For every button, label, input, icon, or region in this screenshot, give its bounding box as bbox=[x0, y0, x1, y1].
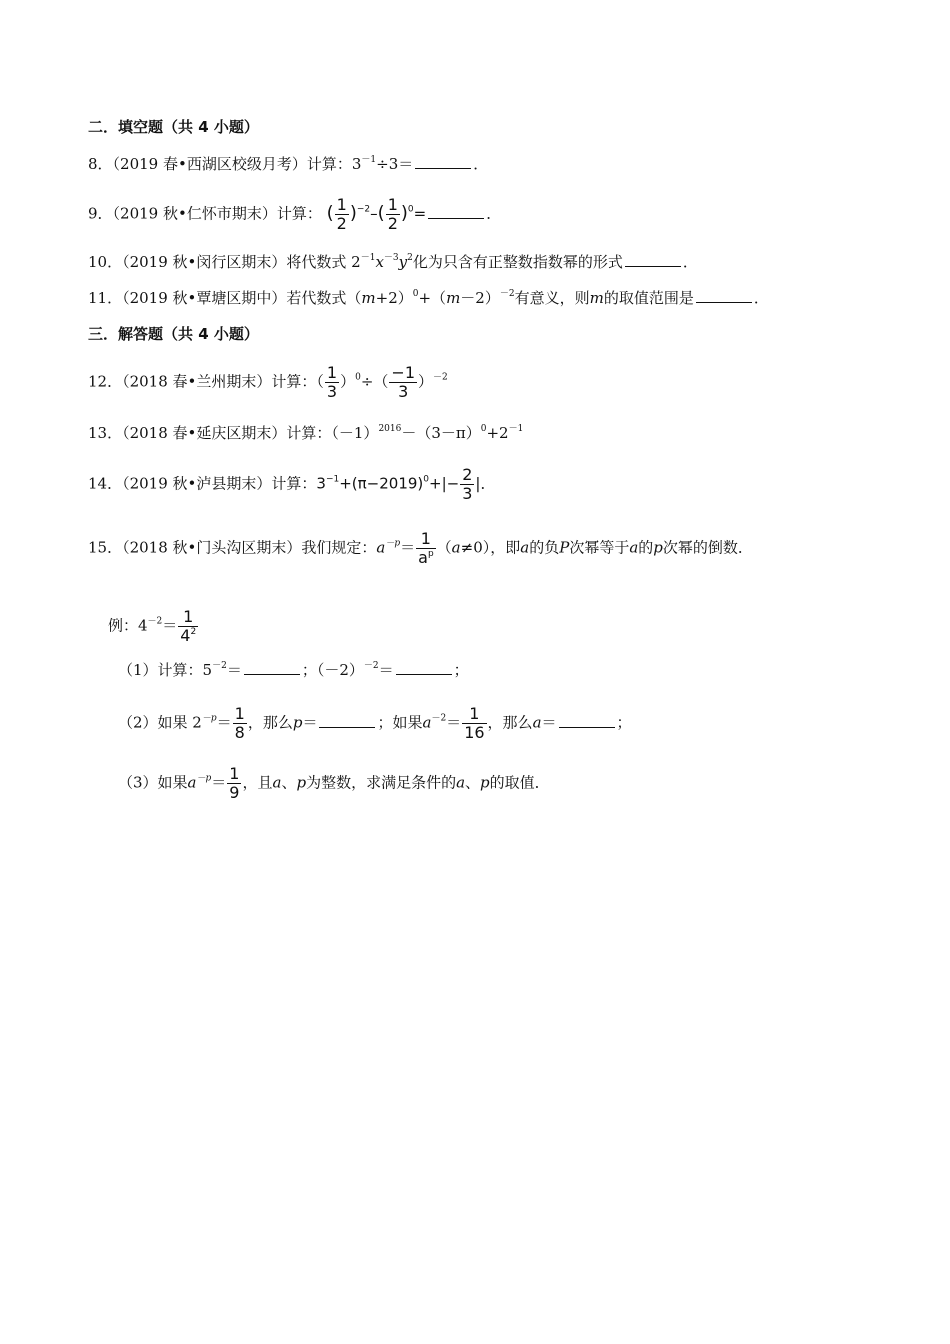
question-10: 10．（2019 秋•闵行区期末）将代数式 $2^{-1}x^{-3}y^2$化为只含有正整数指数幂的形式 ． bbox=[88, 253, 698, 271]
fraction: $\frac{1}{9}$ bbox=[229, 764, 240, 802]
fraction: $\frac{1}{4^2}$ bbox=[180, 607, 197, 645]
subquestion-3: （3）如果$a^{-p}=$ $\frac{1}{9}$ ，且a、p为整数，求满足条件的a、p的取值． bbox=[118, 764, 550, 802]
subquestion-1: （1）计算：$5^{-2}=$ ；$(-2)^{-2}=$ ； bbox=[118, 661, 469, 679]
fraction: $\frac{1}{16}$ bbox=[464, 704, 485, 742]
question-13: 13．（2018 春•延庆区期末）计算：$(-1)^{2016}-(3-\pi)^0+2^{-1}$ bbox=[88, 424, 524, 442]
fraction: $\frac{-1}{3}$ bbox=[391, 363, 416, 401]
answer-blank[interactable] bbox=[319, 713, 375, 728]
answer-blank[interactable] bbox=[415, 154, 471, 169]
fraction: $\frac{1}{a^p}$ bbox=[418, 529, 434, 567]
fraction: $\frac{1}{8}$ bbox=[234, 704, 245, 742]
answer-blank[interactable] bbox=[428, 204, 484, 219]
fraction: $\frac{1}{3}$ bbox=[326, 363, 338, 401]
question-15: 15．（2018 秋•门头沟区期末）我们规定：$a^{-p}=$ $\frac{1}{a^p}$ （a≠0），即a的负P次幂等于a的p次幂的倒数． bbox=[88, 529, 753, 567]
fraction: $\frac{2}{3}$ bbox=[462, 465, 473, 503]
fraction: $\frac{1}{2}$ bbox=[387, 195, 398, 233]
example-line: 例：$4^{-2}=$ $\frac{1}{4^2}$ bbox=[108, 607, 197, 645]
answer-blank[interactable] bbox=[244, 660, 300, 675]
question-9: 9．（2019 秋•仁怀市期末）计算： ( $\frac{1}{2}$ )$^{-2}$–( $\frac{1}{2}$ )$^0$= ． bbox=[88, 195, 502, 233]
section-title-fill-blank: 二．填空题（共 4 小题） bbox=[88, 118, 259, 136]
answer-blank[interactable] bbox=[625, 252, 681, 267]
answer-blank[interactable] bbox=[396, 660, 452, 675]
question-11: 11．（2019 秋•覃塘区期中）若代数式$(m+2)^0+(m-2)^{-2}$有意义，则m的取值范围是 ． bbox=[88, 289, 769, 307]
section-title-answer: 三．解答题（共 4 小题） bbox=[88, 325, 259, 343]
question-12: 12．（2018 春•兰州期末）计算：（ $\frac{1}{3}$ ）$^0$÷（ $\frac{-1}{3}$ ）$^{-2}$ bbox=[88, 363, 448, 401]
question-14: 14．（2019 秋•泸县期末）计算：$3^{-1}+(\pi-2019)^0+|-$ $\frac{2}{3}$ |． bbox=[88, 465, 496, 503]
subquestion-2: （2）如果 $2^{-p}=$ $\frac{1}{8}$ ，那么p＝ ；如果$a^{-2}=$ $\frac{1}{16}$ ，那么a＝ ； bbox=[118, 704, 632, 742]
answer-blank[interactable] bbox=[559, 713, 615, 728]
answer-blank[interactable] bbox=[696, 288, 752, 303]
fraction: $\frac{1}{2}$ bbox=[336, 195, 347, 233]
question-8: 8．（2019 春•西湖区校级月考）计算：$3^{-1}\div 3=$ ． bbox=[88, 155, 489, 173]
